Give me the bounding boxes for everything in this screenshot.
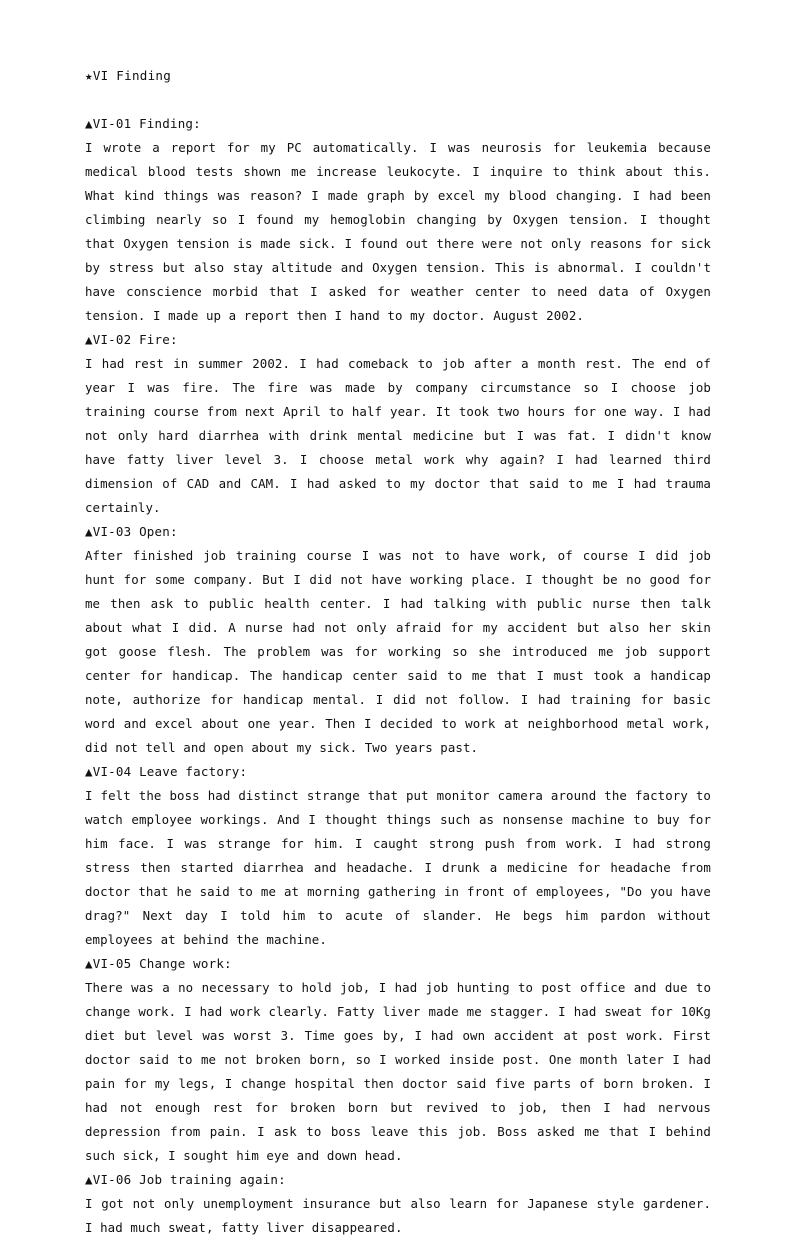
section-vi-02 xyxy=(85,328,711,520)
section-body: After finished job training course I was not to have work, of course I did job hunt for some company. But I did not have working place. I thought be no good for me then ask to public health center. I had talking with public nurse then talk about what I did. A nurse had not only afraid for my accident but also her skin got goose flesh. The problem was for working so she introduced me job support center for handicap. The handicap center said to me that I must took a handicap note, authorize for handicap mental. I did not follow. I had training for basic word and excel about one year. Then I decided to work at neighborhood metal work, did not tell and open about my sick. Two years past. xyxy=(85,548,711,755)
document-content xyxy=(85,64,711,1240)
section-heading: ▲VI-04 Leave factory: xyxy=(85,764,248,779)
section-heading: ▲VI-01 Finding: xyxy=(85,116,201,131)
section-body: I had rest in summer 2002. I had comeback to job after a month rest. The end of year I was fire. The fire was made by company circumstance so I choose job training course from next April to half year. It took two hours for one way. I had not only hard diarrhea with drink mental medicine but I was fat. I didn't know have fatty liver level 3. I choose metal work why again? I had learned third dimension of CAD and CAM. I had asked to my doctor that said to me I had trauma certainly. xyxy=(85,356,711,515)
section-vi-05 xyxy=(85,952,711,1168)
chapter-spacer xyxy=(85,88,711,112)
section-heading: ▲VI-06 Job training again: xyxy=(85,1172,286,1187)
section-body: There was a no necessary to hold job, I had job hunting to post office and due to change work. I had work clearly. Fatty liver made me stagger. I had sweat for 10Kg diet but level was worst 3. Time goes by, I had own accident at post work. First doctor said to me not broken born, so I worked inside post. One month later I had pain for my legs, I change hospital then doctor said five parts of born broken. I had not enough rest for broken born but revived to job, then I had nervous depression from pain. I ask to boss leave this job. Boss asked me that I behind such sick, I sought him eye and down head. xyxy=(85,980,711,1163)
section-heading: ▲VI-02 Fire: xyxy=(85,332,178,347)
section-vi-03 xyxy=(85,520,711,760)
section-vi-01 xyxy=(85,112,711,328)
section-heading: ▲VI-03 Open: xyxy=(85,524,178,539)
section-body: I wrote a report for my PC automatically. I was neurosis for leukemia because medical blood tests shown me increase leukocyte. I inquire to think about this. What kind things was reason? I made graph by excel my blood changing. I had been climbing nearly so I found my hemoglobin changing by Oxygen tension. I thought that Oxygen tension is made sick. I found out there were not only reasons for sick by stress but also stay altitude and Oxygen tension. This is abnormal. I couldn't have conscience morbid that I asked for weather center to need data of Oxygen tension. I made up a report then I hand to my doctor. August 2002. xyxy=(85,140,711,323)
section-body: I got not only unemployment insurance but also learn for Japanese style gardener. I had much sweat, fatty liver disappeared. xyxy=(85,1196,711,1235)
section-vi-04 xyxy=(85,760,711,952)
section-vi-06 xyxy=(85,1168,711,1240)
chapter-title: ★VI Finding xyxy=(85,68,172,83)
section-body: I felt the boss had distinct strange that put monitor camera around the factory to watch employee workings. And I thought things such as nonsense machine to buy for him face. I was strange for him. I caught strong push from work. I had strong stress then started diarrhea and headache. I drunk a medicine for headache from doctor that he said to me at morning gathering in front of employees, "Do you have drag?" Next day I told him to acute of slander. He begs him pardon without employees at behind the machine. xyxy=(85,788,711,947)
section-heading: ▲VI-05 Change work: xyxy=(85,956,232,971)
